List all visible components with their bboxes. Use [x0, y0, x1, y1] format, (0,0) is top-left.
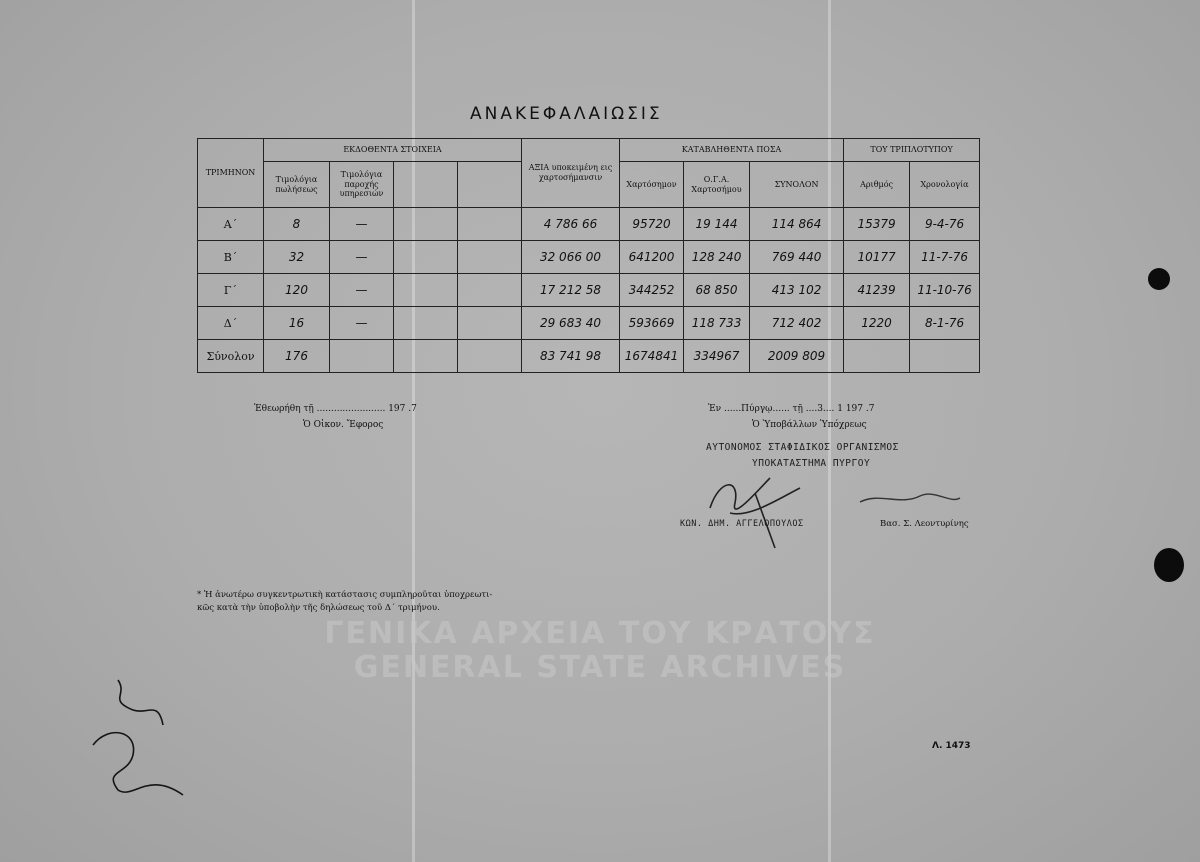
footnote-line: * Ἡ ἀνωτέρω συγκεντρωτικὴ κατάστασις συμπληροῦται ὑποχρεωτι-	[197, 590, 493, 600]
submitter-label: Ὁ Ὑποβάλλων Ὑπόχρεως	[752, 420, 867, 430]
cell-service: —	[330, 307, 394, 340]
cell-sales: 120	[264, 274, 330, 307]
cell-blank	[394, 241, 458, 274]
cell-blank	[458, 307, 522, 340]
place-date-line: Ἐν ......Πύργῳ...... τῇ ....3.... 1 197 .7	[708, 404, 875, 414]
cell-number: 41239	[844, 274, 910, 307]
cell-sales: 16	[264, 307, 330, 340]
cell-value: 17 212 58	[522, 274, 620, 307]
cell-value: 83 741 98	[522, 340, 620, 373]
cell-sales: 176	[264, 340, 330, 373]
cell-date: 9-4-76	[910, 208, 980, 241]
cell-total: 114 864	[750, 208, 844, 241]
cell-blank	[394, 340, 458, 373]
cell-service: —	[330, 208, 394, 241]
cell-value: 32 066 00	[522, 241, 620, 274]
cell-date: 11-10-76	[910, 274, 980, 307]
header-value: ΑΞΙΑ υποκειμένη εις χαρτοσήμανσιν	[522, 139, 620, 208]
row-label: Σύνολον	[198, 340, 264, 373]
table-row	[198, 208, 980, 241]
fold-line	[828, 0, 831, 862]
row-label: Β΄	[198, 241, 264, 274]
row-label: Γ΄	[198, 274, 264, 307]
cell-blank	[394, 274, 458, 307]
branch-stamp: ΥΠΟΚΑΤΑΣΤΗΜΑ ΠΥΡΓΟΥ	[752, 458, 871, 469]
signature-scribble	[855, 484, 965, 514]
row-label: Α΄	[198, 208, 264, 241]
cell-date: 11-7-76	[910, 241, 980, 274]
form-code: Λ. 1473	[932, 741, 971, 751]
cell-value: 29 683 40	[522, 307, 620, 340]
cell-total: 2009 809	[750, 340, 844, 373]
header-blank	[458, 162, 522, 208]
cell-date	[910, 340, 980, 373]
cell-stamp: 1674841	[620, 340, 684, 373]
table-row	[198, 241, 980, 274]
cell-number: 10177	[844, 241, 910, 274]
cell-total: 712 402	[750, 307, 844, 340]
cell-service: —	[330, 274, 394, 307]
cell-oga: 334967	[684, 340, 750, 373]
header-issued-group: ΕΚΔΟΘΕΝΤΑ ΣΤΟΙΧΕΙΑ	[264, 139, 522, 162]
fold-line	[412, 0, 415, 862]
cell-sales: 8	[264, 208, 330, 241]
cell-number: 15379	[844, 208, 910, 241]
header-oga: Ο.Γ.Α. Χαρτοσήμου	[684, 162, 750, 208]
handwritten-scribble	[88, 670, 198, 805]
header-triplicate-group: ΤΟΥ ΤΡΙΠΛΟΤΥΠΟΥ	[844, 139, 980, 162]
signer-name-2: Βασ. Σ. Λεοντυρίνης	[880, 519, 969, 529]
cell-stamp: 95720	[620, 208, 684, 241]
cell-date: 8-1-76	[910, 307, 980, 340]
cell-blank	[394, 307, 458, 340]
cell-oga: 118 733	[684, 307, 750, 340]
cell-blank	[458, 274, 522, 307]
row-label: Δ΄	[198, 307, 264, 340]
cell-total: 413 102	[750, 274, 844, 307]
cell-service: —	[330, 241, 394, 274]
punch-hole	[1148, 268, 1170, 290]
cell-blank	[458, 241, 522, 274]
table-row	[198, 274, 980, 307]
cell-stamp: 593669	[620, 307, 684, 340]
cell-blank	[458, 340, 522, 373]
cell-stamp: 344252	[620, 274, 684, 307]
cell-oga: 128 240	[684, 241, 750, 274]
cell-number	[844, 340, 910, 373]
header-number: Αριθμός	[844, 162, 910, 208]
header-stamp-duty: Χαρτόσημον	[620, 162, 684, 208]
organization-stamp: ΑΥΤΟΝΟΜΟΣ ΣΤΑΦΙΔΙΚΟΣ ΟΡΓΑΝΙΣΜΟΣ	[706, 442, 899, 453]
cell-blank	[394, 208, 458, 241]
cell-value: 4 786 66	[522, 208, 620, 241]
header-date: Χρονολογία	[910, 162, 980, 208]
watermark-english: GENERAL STATE ARCHIVES	[353, 650, 847, 685]
signer-name: ΚΩΝ. ΔΗΜ. ΑΓΓΕΛΟΠΟΥΛΟΣ	[680, 519, 804, 529]
signature-scribble	[700, 468, 810, 558]
document-title: ΑΝΑΚΕΦΑΛΑΙΩΣΙΣ	[470, 104, 663, 124]
footnote-line: κῶς κατὰ τὴν ὑποβολὴν τῆς δηλώσεως τοῦ Δ΄ τριμήνου.	[197, 603, 440, 613]
punch-hole	[1154, 548, 1184, 582]
summary-table	[197, 138, 980, 373]
header-quarter: ΤΡΙΜΗΝΟΝ	[198, 139, 264, 208]
cell-total: 769 440	[750, 241, 844, 274]
header-total: ΣΥΝΟΛΟΝ	[750, 162, 844, 208]
cell-oga: 68 850	[684, 274, 750, 307]
header-service-invoices: Τιμολόγια παροχής υπηρεσιών	[330, 162, 394, 208]
tax-office-label: Ὁ Οἰκον. Ἔφορος	[303, 420, 384, 430]
header-paid-group: ΚΑΤΑΒΛΗΘΕΝΤΑ ΠΟΣΑ	[620, 139, 844, 162]
table-row	[198, 307, 980, 340]
cell-service	[330, 340, 394, 373]
cell-stamp: 641200	[620, 241, 684, 274]
cell-blank	[458, 208, 522, 241]
header-blank	[394, 162, 458, 208]
header-sales-invoices: Τιμολόγια πωλήσεως	[264, 162, 330, 208]
table-row-total	[198, 340, 980, 373]
checked-line: Ἐθεωρήθη τῇ ........................ 197 .7	[254, 404, 417, 414]
cell-oga: 19 144	[684, 208, 750, 241]
cell-sales: 32	[264, 241, 330, 274]
cell-number: 1220	[844, 307, 910, 340]
watermark-greek: ΓΕΝΙΚΑ ΑΡΧΕΙΑ ΤΟΥ ΚΡΑΤΟΥΣ	[324, 616, 876, 651]
